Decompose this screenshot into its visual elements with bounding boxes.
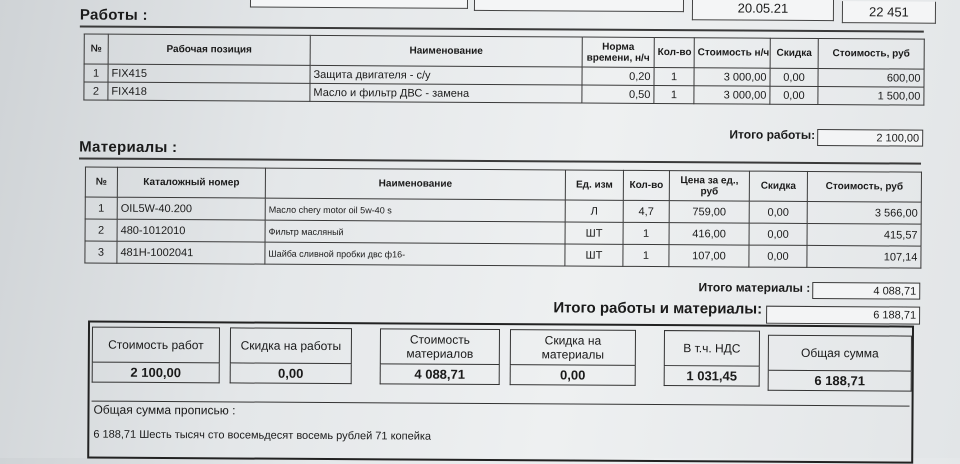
summary-materials-cost: Стоимость материалов 4 088,71 — [380, 328, 500, 385]
works-col-name: Наименование — [310, 35, 582, 67]
table-row: 1 FIX415 Защита двигателя - с/у 0,20 1 3 000,00 0,00 600,00 — [84, 64, 924, 87]
summary-grand-total: Общая сумма 6 188,71 — [768, 335, 912, 392]
materials-title: Материалы : — [79, 138, 178, 157]
materials-total-label: Итого материалы : — [698, 280, 811, 295]
works-col-discount: Скидка — [770, 38, 818, 68]
grand-total-label: Итого работы и материалы: — [553, 299, 763, 318]
materials-col-no: № — [85, 167, 117, 197]
table-row: 2 FIX418 Масло и фильтр ДВС - замена 0,50 1 3 000,00 0,00 1 500,00 — [84, 82, 924, 105]
table-row: 3 481H-1002041 Шайба сливной пробки двс ф16- ШТ 1 107,00 0,00 107,14 — [85, 241, 921, 268]
materials-col-cost: Стоимость, руб — [807, 171, 921, 202]
header-box-1 — [250, 0, 468, 9]
works-title: Работы : — [79, 6, 148, 24]
works-col-cost: Стоимость, руб — [818, 38, 924, 69]
materials-col-qty: Кол-во — [623, 170, 669, 200]
materials-title-line — [79, 157, 921, 164]
works-col-code: Рабочая позиция — [108, 34, 310, 65]
header-number: 22 451 — [869, 4, 909, 20]
works-total-value: 2 100,00 — [817, 129, 923, 147]
materials-col-catalog: Каталожный номер — [117, 167, 265, 198]
works-col-qty: Кол-во — [654, 37, 694, 67]
works-title-line — [80, 25, 924, 32]
summary-materials-discount: Скидка на материалы 0,00 — [510, 329, 636, 386]
header-box-vin — [474, 0, 684, 12]
table-row: 1 OIL5W-40.200 Масло chery motor oil 5w-40 s Л 4,7 759,00 0,00 3 566,00 — [85, 197, 921, 224]
grand-total-value: 6 188,71 — [766, 306, 920, 325]
header-number-box — [842, 1, 936, 24]
materials-col-name: Наименование — [265, 168, 565, 200]
amount-in-words: 6 188,71 Шесть тысяч сто восемьдесят восемь рублей 71 копейка — [93, 428, 432, 443]
summary-vat: В т.ч. НДС 1 031,45 — [664, 330, 760, 387]
works-table — [83, 34, 924, 106]
summary-works-cost: Стоимость работ 2 100,00 — [92, 327, 220, 384]
works-col-no: № — [84, 34, 108, 64]
header-date: 20.05.21 — [737, 0, 789, 16]
works-total-label: Итого работы: — [729, 127, 816, 142]
materials-total-value: 4 088,71 — [812, 282, 920, 300]
works-col-norm: Норма времени, н/ч — [582, 37, 654, 67]
works-col-rate: Стоимость н/ч — [694, 38, 770, 68]
materials-col-price: Цена за ед., руб — [669, 171, 749, 201]
header-date-box — [692, 0, 834, 21]
materials-col-unit: Ед. изм — [565, 170, 623, 200]
materials-col-discount: Скидка — [749, 171, 807, 201]
summary-works-discount: Скидка на работы 0,00 — [230, 327, 352, 384]
amount-in-words-label: Общая сумма прописью : — [93, 402, 236, 418]
table-row: 2 480-1012010 Фильтр масляный ШТ 1 416,00 0,00 415,57 — [85, 219, 921, 246]
materials-table — [84, 167, 922, 269]
